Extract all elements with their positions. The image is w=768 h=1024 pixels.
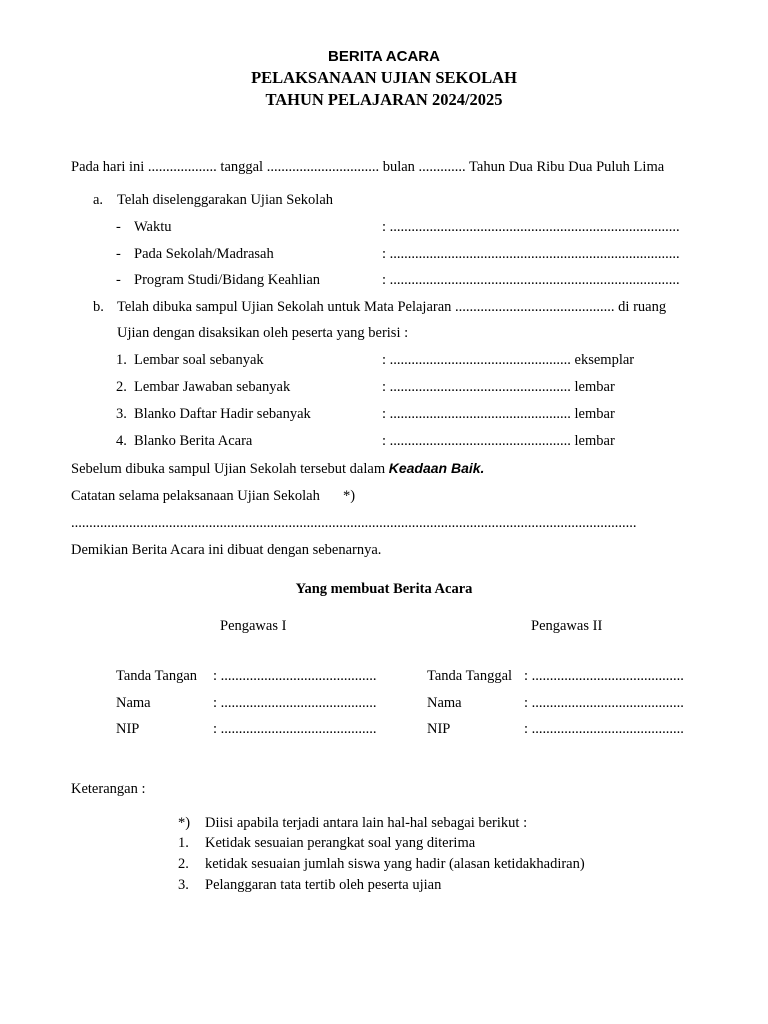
doc-year: TAHUN PELAJARAN 2024/2025 (265, 90, 503, 109)
supervisor-1-name-value: : ........................................... (213, 695, 377, 711)
section-a-marker: a. (93, 192, 104, 208)
notes-label: Catatan selama pelaksanaan Ujian Sekolah (71, 488, 320, 504)
supervisor-1-signature-value: : ........................................... (213, 668, 377, 684)
before-open-line (71, 459, 484, 478)
supervisor-1-title: Pengawas I (220, 618, 287, 634)
supervisor-2-title: Pengawas II (531, 618, 603, 634)
closing-statement: Demikian Berita Acara ini dibuat dengan sebenarnya. (71, 542, 382, 558)
field-label-lembar-jawaban: Lembar Jawaban sebanyak (134, 379, 291, 395)
remarks-marker: 1. (178, 835, 189, 851)
supervisor-2-name-label: Nama (427, 695, 462, 711)
notes-fill-line: ............................................................................................................................................................ (71, 515, 637, 531)
remarks-text: Ketidak sesuaian perangkat soal yang diterima (205, 835, 476, 851)
supervisor-2-nip-label: NIP (427, 721, 451, 737)
field-value-daftar-hadir: : .................................................. lembar (382, 406, 615, 422)
list-dash: - (116, 272, 121, 288)
list-number: 3. (116, 406, 127, 422)
intro-line: Pada hari ini ................... tanggal ............................... bulan ............. Tahun Dua Ribu Dua Puluh Lima (71, 159, 665, 175)
field-label-sekolah: Pada Sekolah/Madrasah (134, 246, 274, 262)
supervisor-1-nip-value: : ........................................... (213, 721, 377, 737)
remarks-marker: 3. (178, 877, 189, 893)
remarks-label: Keterangan : (71, 781, 146, 797)
supervisor-1-signature-label: Tanda Tangan (116, 668, 198, 684)
list-number: 1. (116, 352, 127, 368)
section-b-text: Telah dibuka sampul Ujian Sekolah untuk Mata Pelajaran ............................................ di ruang (117, 299, 667, 315)
remarks-text: Pelanggaran tata tertib oleh peserta ujian (205, 877, 442, 893)
field-value-sekolah: : ................................................................................ (382, 246, 680, 262)
supervisor-2-name-value: : .......................................... (524, 695, 684, 711)
notes-marker: *) (343, 488, 356, 504)
supervisor-2-signature-label: Tanda Tanggal (427, 668, 513, 684)
list-number: 2. (116, 379, 127, 395)
remarks-marker: *) (178, 815, 191, 831)
remarks-text: Diisi apabila terjadi antara lain hal-hal sebagai berikut : (205, 815, 528, 831)
supervisor-2-nip-value: : .......................................... (524, 721, 684, 737)
supervisor-1-name-label: Nama (116, 695, 151, 711)
field-value-waktu: : ................................................................................ (382, 219, 680, 235)
maker-title: Yang membuat Berita Acara (295, 581, 473, 597)
list-dash: - (116, 219, 121, 235)
field-value-lembar-soal: : .................................................. eksemplar (382, 352, 635, 368)
remarks-text: ketidak sesuaian jumlah siswa yang hadir (alasan ketidakhadiran) (205, 856, 585, 872)
list-number: 4. (116, 433, 127, 449)
field-value-lembar-jawaban: : .................................................. lembar (382, 379, 615, 395)
field-label-berita-acara: Blanko Berita Acara (134, 433, 253, 449)
doc-subtitle: PELAKSANAAN UJIAN SEKOLAH (251, 68, 517, 87)
remarks-marker: 2. (178, 856, 189, 872)
section-b-marker: b. (93, 299, 104, 315)
field-label-daftar-hadir: Blanko Daftar Hadir sebanyak (134, 406, 311, 422)
field-value-berita-acara: : .................................................. lembar (382, 433, 615, 449)
list-dash: - (116, 246, 121, 262)
before-open-text: Sebelum dibuka sampul Ujian Sekolah tersebut dalam (71, 461, 386, 477)
field-label-lembar-soal: Lembar soal sebanyak (134, 352, 264, 368)
section-a-text: Telah diselenggarakan Ujian Sekolah (117, 192, 334, 208)
before-open-emphasis: Keadaan Baik. (388, 460, 485, 476)
section-b-text-2: Ujian dengan disaksikan oleh peserta yang berisi : (117, 325, 409, 341)
doc-title: BERITA ACARA (328, 48, 440, 65)
field-label-waktu: Waktu (134, 219, 172, 235)
field-value-program: : ................................................................................ (382, 272, 680, 288)
field-label-program: Program Studi/Bidang Keahlian (134, 272, 321, 288)
supervisor-2-signature-value: : .......................................... (524, 668, 684, 684)
supervisor-1-nip-label: NIP (116, 721, 140, 737)
